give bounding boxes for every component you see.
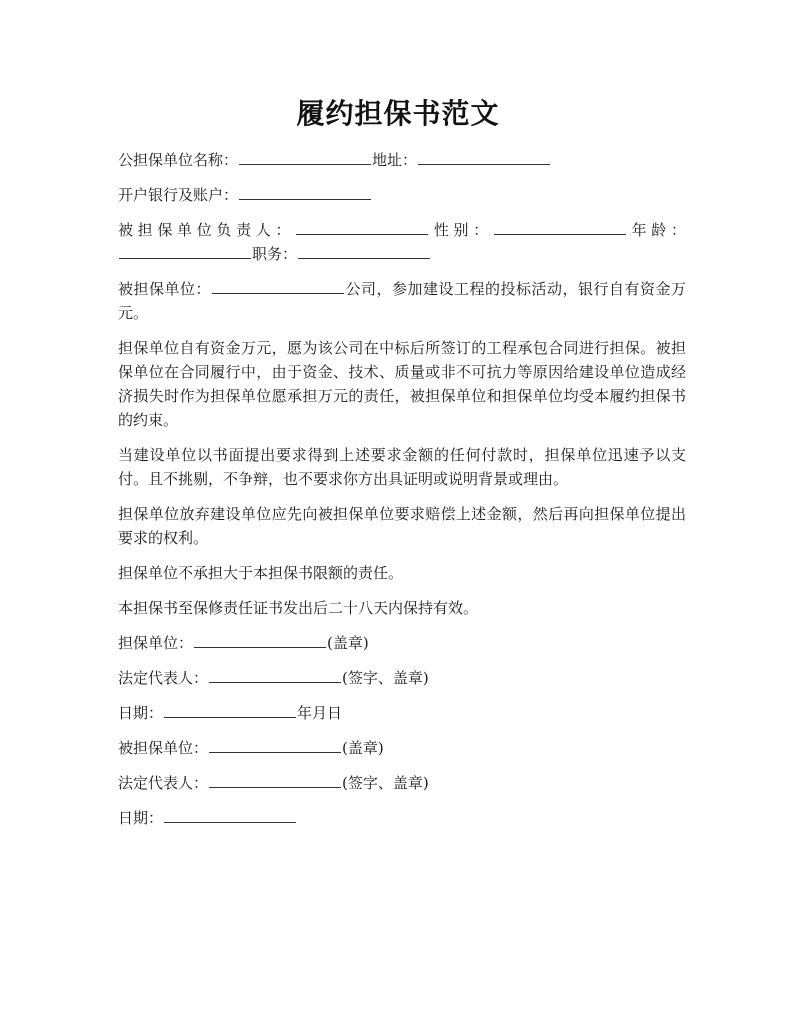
date-blank-2 bbox=[164, 806, 296, 823]
gender-blank bbox=[494, 218, 626, 235]
guarantor-name-blank bbox=[239, 148, 371, 165]
guarantor-name-line bbox=[118, 148, 686, 172]
legal-rep-sign: (签字、盖章) bbox=[342, 669, 429, 687]
age-label: 年龄： bbox=[626, 221, 686, 239]
paragraph-5: 本担保书至保修责任证书发出后二十八天内保持有效。 bbox=[118, 599, 479, 617]
date-label-2: 日期： bbox=[118, 809, 164, 827]
document-body bbox=[118, 148, 686, 841]
principal-head-blank bbox=[296, 218, 428, 235]
legal-rep-sign-2: (签字、盖章) bbox=[342, 774, 429, 792]
address-blank bbox=[418, 148, 550, 165]
legal-rep-line-2 bbox=[118, 771, 686, 795]
guarantor-blank bbox=[194, 631, 326, 648]
guaranteed-label: 被担保单位： bbox=[118, 739, 209, 757]
legal-rep-label-2: 法定代表人： bbox=[118, 774, 209, 792]
position-label: 职务： bbox=[252, 245, 298, 263]
guaranteed-seal: (盖章) bbox=[342, 739, 384, 757]
paragraph-3: 担保单位放弃建设单位应先向被担保单位要求赔偿上述金额，然后再向担保单位提出要求的权利。 bbox=[118, 505, 686, 547]
position-blank bbox=[298, 242, 430, 259]
guaranteed-blank bbox=[209, 736, 341, 753]
guaranteed-unit-blank bbox=[212, 277, 344, 294]
paragraph-4: 担保单位不承担大于本担保书限额的责任。 bbox=[118, 564, 404, 582]
paragraph-2: 当建设单位以书面提出要求得到上述要求金额的任何付款时，担保单位迅速予以支付。且不挑剔，不争辩，也不要求你方出具证明或说明背景或理由。 bbox=[118, 446, 686, 488]
paragraph-1: 担保单位自有资金万元，愿为该公司在中标后所签订的工程承包合同进行担保。被担保单位在合同履行中，由于资金、技术、质量或非不可抗力等原因给建设单位造成经济损失时作为担保单位愿承担万元的责任，被担保单位和担保单位均受本履约担保书的约束。 bbox=[118, 339, 686, 429]
guarantor-seal: (盖章) bbox=[327, 634, 369, 652]
document-title: 履约担保书范文 bbox=[296, 97, 500, 130]
guarantor-signature-line bbox=[118, 631, 686, 655]
legal-rep-blank-2 bbox=[209, 771, 341, 788]
principal-info-line bbox=[118, 218, 686, 266]
legal-rep-line bbox=[118, 666, 686, 690]
guaranteed-signature-line bbox=[118, 736, 686, 760]
age-blank bbox=[119, 242, 251, 259]
bank-blank bbox=[239, 183, 371, 200]
gender-label: 性别： bbox=[429, 221, 493, 239]
address-label: 地址： bbox=[372, 151, 418, 169]
company-text: 公司，参加建设工程的投标活动，银行自有资金万元。 bbox=[118, 280, 686, 322]
guaranteed-unit-line bbox=[118, 277, 686, 325]
date-line-2 bbox=[118, 806, 686, 830]
principal-head-label: 被担保单位负责人： bbox=[118, 221, 296, 239]
date-blank bbox=[164, 701, 296, 718]
guarantor-name-label: 公担保单位名称： bbox=[118, 151, 239, 169]
legal-rep-label: 法定代表人： bbox=[118, 669, 209, 687]
guaranteed-unit-label: 被担保单位： bbox=[118, 280, 211, 298]
legal-rep-blank bbox=[209, 666, 341, 683]
guarantor-label: 担保单位： bbox=[118, 634, 194, 652]
bank-account-line bbox=[118, 183, 686, 207]
date-label: 日期： bbox=[118, 704, 164, 722]
date-suffix: 年月日 bbox=[297, 704, 343, 722]
bank-label: 开户银行及账户： bbox=[118, 186, 239, 204]
date-line bbox=[118, 701, 686, 725]
